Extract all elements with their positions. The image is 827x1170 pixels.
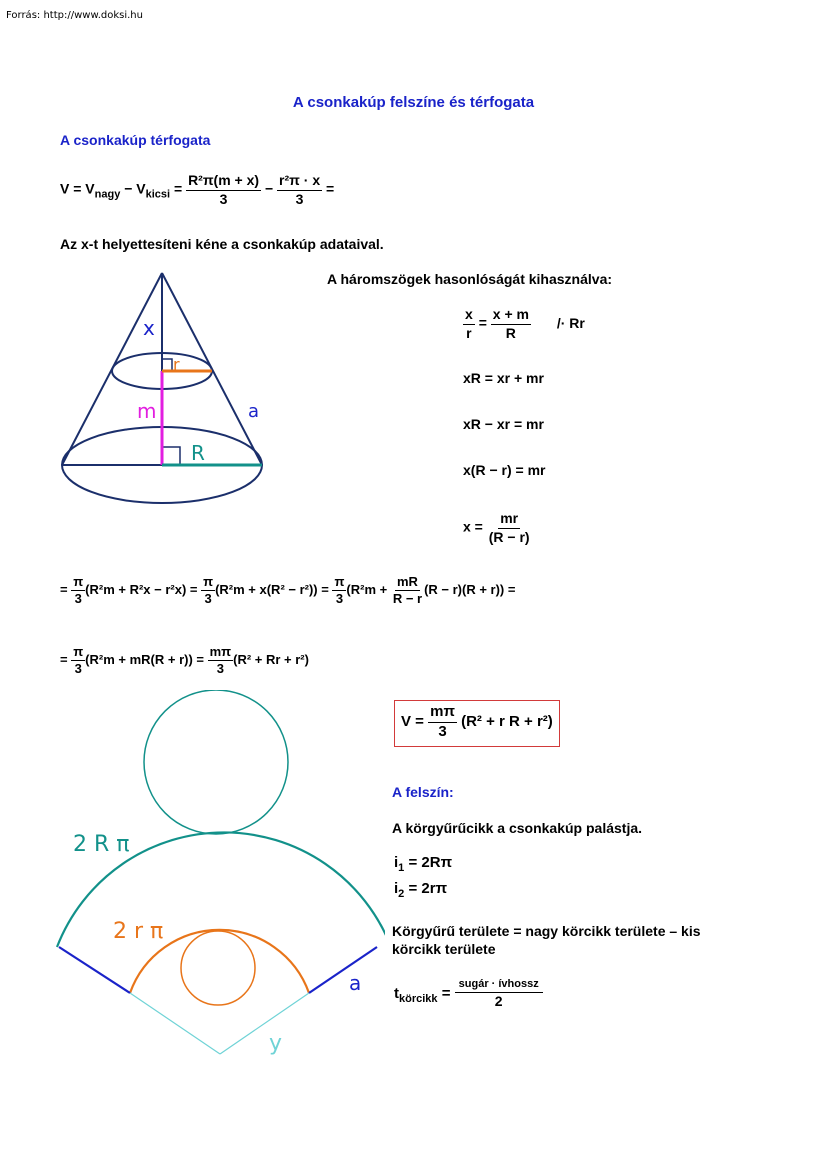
label-big-arc: 2 R π [73, 832, 130, 857]
top-circle [144, 690, 288, 834]
arc-length-i2: $i_2 = 2r\pi$ [394, 880, 448, 900]
truncated-cone-diagram [55, 265, 270, 505]
inner-circle [181, 931, 255, 1005]
label-y: y [269, 1031, 283, 1056]
cone-net-diagram [55, 690, 385, 1065]
left-slant-a [59, 947, 130, 993]
page-title: A csonkakúp felszíne és térfogata [292, 94, 535, 111]
section-volume-heading: A csonkakúp térfogata [60, 132, 211, 148]
label-R: R [191, 441, 205, 465]
section-surface-heading: A felszín: [392, 784, 454, 800]
derivation-step-5: x = $\frac{mr}{(R - r)}$ [463, 510, 530, 545]
substitute-note: Az x-t helyettesíteni kéne a csonkakúp adataival. [60, 236, 384, 252]
similarity-note: A háromszögek hasonlóságát kihasználva: [327, 271, 613, 287]
label-a: a [248, 401, 260, 422]
derivation-step-4: x(R − r) = mr [463, 462, 546, 478]
label-a-net: a [349, 971, 362, 995]
right-angle-small [162, 359, 172, 371]
right-slant-a [309, 947, 377, 993]
label-x: x [143, 316, 155, 340]
final-volume-formula: V = $\frac{m\pi}{3}$ (R² + r R + r²) [394, 700, 560, 747]
expansion-line-1: = $\frac{\pi}{3}$ (R²m + R²x − r²x) = $\frac{\pi}{3}$ (R²m + x(R² − r²)) = $\frac{\pi}{3}$ (R²m + $\frac{mR}{R - r}$ (R − r)(R + r)) = [60, 574, 516, 607]
left-y-line [130, 993, 220, 1054]
arc-length-i1: $i_1 = 2R\pi$ [394, 854, 453, 874]
label-m: m [137, 399, 157, 423]
label-small-arc: 2 r π [113, 919, 164, 944]
right-angle-big [162, 447, 180, 465]
derivation-step-3: xR − xr = mr [463, 416, 544, 432]
surface-note: A körgyűrűcikk a csonkakúp palástja. [392, 820, 643, 836]
volume-equation: $V = V_{nagy} - V_{kicsi}$ = $\frac{\text{R²π(m + x)}}{3}$ − $\frac{\text{r²π · x}}{3}$ = [60, 172, 335, 207]
derivation-step-1: $\frac{x}{r}$ = $\frac{x + m}{R}$ /· Rr [465, 306, 585, 341]
ring-area-note: Körgyűrű területe = nagy körcikk területe – kis körcikk területe [392, 923, 701, 957]
label-r: r [173, 355, 180, 374]
derivation-step-2: xR = xr + mr [463, 370, 544, 386]
sector-area-formula: $t_{körcikk}$ = $\frac{\text{sugár · ívhossz}}{2}$ [394, 978, 543, 1010]
source-note: Forrás: http://www.doksi.hu [6, 10, 143, 21]
expansion-line-2: = $\frac{\pi}{3}$ (R²m + mR(R + r)) = $\frac{m\pi}{3}$ (R² + Rr + r²) [60, 644, 309, 677]
